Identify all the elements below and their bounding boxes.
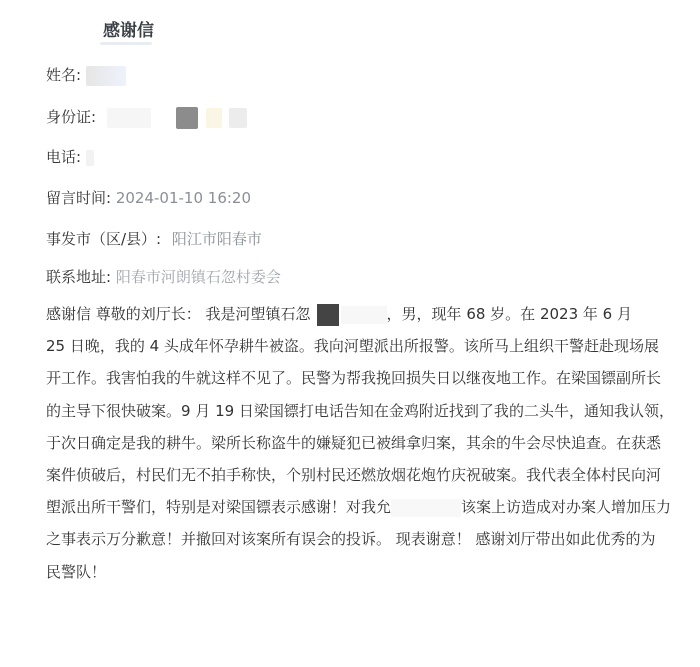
redacted-id-1 xyxy=(107,108,151,128)
body-line-1b: ，男，现年 68 岁。在 2023 年 6 月 xyxy=(386,305,632,323)
body-line-7 xyxy=(46,491,672,523)
letter-title: 感谢信 xyxy=(103,21,154,41)
redacted-phone xyxy=(86,150,94,166)
redacted-id-4 xyxy=(229,108,247,128)
redacted-id-3 xyxy=(206,108,222,128)
address-label: 联系地址: xyxy=(46,268,112,286)
body-line-9: 民警队！ xyxy=(46,562,107,581)
redacted-name xyxy=(86,66,126,86)
phone-row xyxy=(46,146,94,167)
time-row xyxy=(46,187,251,208)
id-label: 身份证: xyxy=(46,108,97,126)
body-line-6: 案件侦破后，村民们无不拍手称快，个别村民还燃放烟花炮竹庆祝破案。我代表全体村民向河 xyxy=(46,465,662,484)
body-line-1a: 感谢信 尊敬的刘厅长： 我是河塱镇石忽 xyxy=(46,305,311,323)
letter-body xyxy=(46,298,674,588)
body-line-8: 之事表示万分歉意！并撤回对该案所有误会的投诉。 现表谢意！ 感谢刘厅带出如此优秀的为 xyxy=(46,530,656,549)
city-label: 事发市（区/县）: xyxy=(46,230,162,248)
body-line-1 xyxy=(46,298,668,330)
body-line-2: 25 日晚，我的 4 头成年怀孕耕牛被盗。我向河塱派出所报警。该所马上组织干警赶赴现场展 xyxy=(46,337,659,356)
id-row xyxy=(46,106,247,129)
city-row xyxy=(46,228,262,249)
address-row xyxy=(46,266,281,287)
body-line-7a: 塱派出所干警们，特别是对梁国镖表示感谢！对我允 xyxy=(46,498,392,517)
time-value: 2024-01-10 16:20 xyxy=(115,189,252,207)
title-underline xyxy=(100,42,152,45)
phone-label: 电话: xyxy=(46,148,82,166)
body-line-5: 于次日确定是我的耕牛。梁所长称盗牛的嫌疑犯已被缉拿归案，其余的牛会尽快追查。在获悉 xyxy=(46,433,662,452)
name-row xyxy=(46,64,126,86)
name-label: 姓名: xyxy=(46,66,82,84)
redacted-id-2 xyxy=(176,107,198,129)
redacted-body-segment xyxy=(391,499,461,517)
body-line-7b: 该案上访造成对办案人增加压力 xyxy=(461,498,672,517)
city-value: 阳江市阳春市 xyxy=(171,230,262,248)
address-value: 阳春市河朗镇石忽村委会 xyxy=(115,268,281,286)
body-line-4: 的主导下很快破案。9 月 19 日梁国镖打电话告知在金鸡附近找到了我的二头牛，通知我认领， xyxy=(46,401,674,420)
time-label: 留言时间: xyxy=(46,189,112,207)
body-line-3: 开工作。我害怕我的牛就这样不见了。民警为帮我挽回损失日以继夜地工作。在梁国镖副所长 xyxy=(46,369,662,388)
redacted-author-blur xyxy=(341,306,387,324)
redacted-author-name xyxy=(317,304,339,326)
